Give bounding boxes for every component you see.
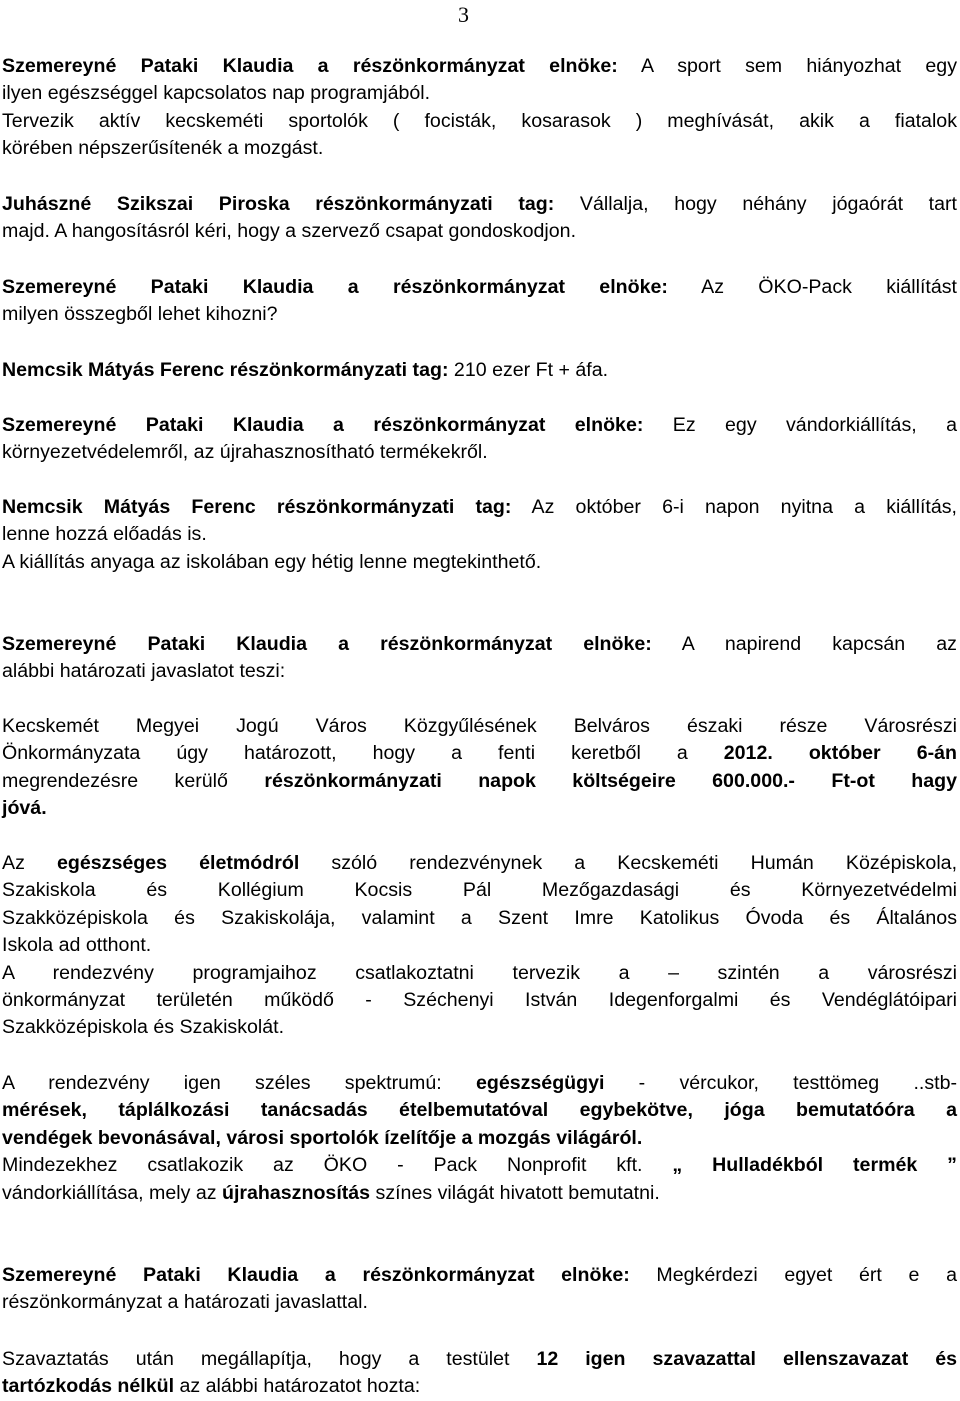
paragraph-3 [2,274,957,329]
text-run: megrendezésre kerülő [2,769,265,792]
text-line [2,549,957,576]
text-line [2,658,957,685]
bold-text: „ Hulladékból termék ” [672,1154,957,1177]
text-run: környezetvédelemről, az újrahasznosítható termékekről. [2,441,488,464]
text-line [2,768,957,795]
text-line [2,905,957,932]
text-run: majd. A hangosításról kéri, hogy a szervező csapat gondoskodjon. [2,220,577,243]
text-line [2,960,957,987]
text-run: Kecskemét Megyei Jogú Város Közgyűlésének Belváros északi része Városrészi [2,715,957,737]
page-number: 3 [458,2,469,27]
text-run: A rendezvény programjaihoz csatlakoztatni tervezik a – szintén a városrészi [2,961,957,984]
bold-text: részönkormányzati napok költségeire 600.000.- Ft-ot hagy [264,769,957,792]
bold-text: Juhászné Szikszai Piroska részönkormányzati tag: [2,193,555,215]
text-line [2,1289,957,1316]
text-line [2,301,957,328]
text-line [2,53,957,80]
paragraph-12 [2,1346,957,1401]
bold-text: Nemcsik Mátyás Ferenc részönkormányzati tag: [2,359,449,381]
text-run: Szakközépiskola és Szakiskolát. [2,1016,285,1039]
text-run: A kiállítás anyaga az iskolában egy hétig lenne megtekinthető. [2,550,542,573]
text-run: körében népszerűsítenék a mozgást. [2,137,324,160]
text-run: Ez egy vándorkiállítás, a [643,414,957,436]
text-line [2,1097,957,1124]
bold-text: Nemcsik Mátyás Ferenc részönkormányzati tag: [2,496,512,518]
text-line [2,439,957,466]
text-line [2,795,957,822]
text-line [2,1152,957,1179]
text-line [2,1346,957,1373]
text-line [2,1070,957,1097]
text-line [2,357,957,384]
text-run: Önkormányzata úgy határozott, hogy a fenti keretből a [2,742,724,765]
text-line [2,932,957,959]
text-run: Megkérdezi egyet ért e a [629,1264,957,1286]
text-run: A rendezvény igen széles spektrumú: [2,1072,476,1094]
text-run: vándorkiállítása, mely az [2,1181,222,1204]
text-run: 210 ezer Ft + áfa. [448,359,609,381]
paragraph-5 [2,412,957,467]
text-line [2,1014,957,1041]
text-line [2,631,957,658]
paragraph-6 [2,494,957,576]
paragraph-9 [2,850,957,1042]
paragraph-7 [2,631,957,686]
bold-text: Szemereyné Pataki Klaudia a részönkormányzat elnöke: [2,276,668,298]
text-line [2,987,957,1014]
bold-text: Szemereyné Pataki Klaudia a részönkormányzat elnöke: [2,55,618,77]
paragraph-1 [2,53,957,163]
text-line [2,108,957,135]
text-run: Tervezik aktív kecskeméti sportolók ( focisták, kosarasok ) meghívását, akik a fiatalok [2,109,957,132]
text-run: Az [2,852,57,874]
bold-text: vendégek bevonásával, városi sportolók ízelítője a mozgás világáról. [2,1126,643,1149]
text-run: Az ÖKO-Pack kiállítást [667,276,957,298]
bold-text: újrahasznosítás [221,1181,371,1204]
text-run: milyen összegből lehet kihozni? [2,303,278,326]
text-line [2,1180,957,1207]
text-line [2,1373,957,1400]
text-line [2,521,957,548]
text-line [2,877,957,904]
bold-text: 12 igen szavazattal ellenszavazat és [536,1348,957,1370]
text-line [2,850,957,877]
text-run: Vállalja, hogy néhány jógaórát tart [554,193,957,215]
text-line [2,191,957,218]
text-run: színes világát hivatott bemutatni. [370,1181,660,1204]
bold-text: tartózkodás nélkül [2,1375,175,1398]
paragraph-2 [2,191,957,246]
text-run: Szakközépiskola és Szakiskolája, valamint a Szent Imre Katolikus Óvoda és Általános [2,906,957,929]
bold-text: Szemereyné Pataki Klaudia a részönkormányzat elnöke: [2,1264,630,1286]
paragraph-11 [2,1262,957,1317]
paragraph-10 [2,1070,957,1207]
text-run: Szakiskola és Kollégium Kocsis Pál Mezőgazdasági és Környezetvédelmi [2,879,957,902]
text-line [2,713,957,740]
text-run: - vércukor, testtömeg ..stb- [604,1072,957,1094]
bold-text: Szemereyné Pataki Klaudia a részönkormányzat elnöke: [2,633,652,655]
text-line [2,80,957,107]
text-line [2,135,957,162]
text-line [2,494,957,521]
text-run: A napirend kapcsán az [651,633,957,655]
text-run: önkormányzat területén működő - Széchenyi István Idegenforgalmi és Vendéglátóipari [2,989,957,1012]
bold-text: Szemereyné Pataki Klaudia a részönkormányzat elnöke: [2,414,644,436]
text-line [2,1125,957,1152]
text-run: A sport sem hiányozhat egy [617,55,957,77]
resolution-text [2,713,957,823]
text-run: lenne hozzá előadás is. [2,523,207,546]
text-run: Mindezekhez csatlakozik az ÖKO - Pack Nonprofit kft. [2,1154,673,1177]
text-line [2,218,957,245]
bold-text: egészségügyi [475,1072,605,1094]
bold-text: 2012. október 6-án [723,742,957,765]
text-run: az alábbi határozatot hozta: [174,1375,421,1398]
text-run: alábbi határozati javaslatot teszi: [2,660,286,683]
text-line [2,1262,957,1289]
text-line [2,412,957,439]
text-run: Szavaztatás után megállapítja, hogy a testület [2,1348,537,1370]
text-run: szóló rendezvénynek a Kecskeméti Humán Középiskola, [299,852,958,874]
text-run: Az október 6-i napon nyitna a kiállítás, [511,496,957,518]
bold-text: jóvá. [2,797,47,820]
bold-text: mérések, táplálkozási tanácsadás ételbemutatóval egybekötve, jóga bemutatóóra a [2,1099,957,1122]
text-line [2,740,957,767]
paragraph-4 [2,357,957,384]
text-line [2,274,957,301]
text-run: részönkormányzat a határozati javaslattal. [2,1291,368,1314]
text-run: ilyen egészséggel kapcsolatos nap programjából. [2,82,431,105]
text-run: Iskola ad otthont. [2,934,152,957]
bold-text: egészséges életmódról [56,852,300,874]
